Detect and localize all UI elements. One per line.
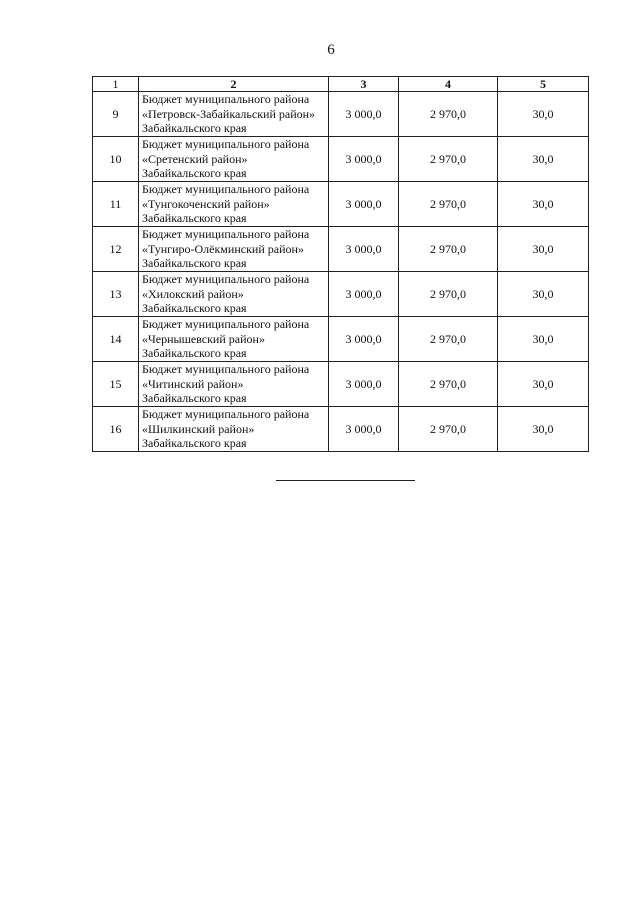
budget-name-line: «Петровск-Забайкальский район» — [142, 106, 316, 121]
row-number-cell: 9 — [93, 92, 139, 137]
value-cell-col-5: 30,0 — [498, 362, 589, 407]
row-number-cell: 16 — [93, 407, 139, 452]
table-row — [93, 182, 589, 227]
budget-name-cell — [139, 407, 329, 452]
table-row — [93, 137, 589, 182]
value-cell-col-4: 2 970,0 — [399, 182, 498, 227]
budget-name-line: Бюджет муниципального района — [142, 137, 310, 151]
budget-name-line: «Шилкинский район» — [142, 421, 255, 436]
value-cell-col-5: 30,0 — [498, 272, 589, 317]
budget-name-line: Бюджет муниципального района — [142, 407, 310, 421]
budget-name-line: Бюджет муниципального района — [142, 317, 310, 331]
budget-name-line: «Читинский район» — [142, 376, 244, 391]
budget-name-cell — [139, 227, 329, 272]
table-header-row — [93, 77, 589, 92]
value-cell-col-3: 3 000,0 — [329, 272, 399, 317]
value-cell-col-4: 2 970,0 — [399, 137, 498, 182]
column-header-1: 1 — [93, 77, 139, 92]
row-number-cell: 15 — [93, 362, 139, 407]
value-cell-col-4: 2 970,0 — [399, 362, 498, 407]
budget-name-line: Забайкальского края — [142, 301, 247, 316]
budget-name-line: «Тунгиро-Олёкминский район» — [142, 241, 304, 256]
budget-table — [92, 76, 589, 452]
column-header-3: 3 — [329, 77, 399, 92]
value-cell-col-5: 30,0 — [498, 317, 589, 362]
row-number-cell: 13 — [93, 272, 139, 317]
value-cell-col-5: 30,0 — [498, 227, 589, 272]
value-cell-col-5: 30,0 — [498, 407, 589, 452]
value-cell-col-3: 3 000,0 — [329, 92, 399, 137]
budget-name-cell — [139, 272, 329, 317]
value-cell-col-3: 3 000,0 — [329, 317, 399, 362]
budget-name-line: Забайкальского края — [142, 436, 247, 451]
value-cell-col-3: 3 000,0 — [329, 227, 399, 272]
budget-name-cell — [139, 137, 329, 182]
end-of-document-rule — [276, 480, 415, 481]
row-number-cell: 12 — [93, 227, 139, 272]
value-cell-col-4: 2 970,0 — [399, 92, 498, 137]
value-cell-col-4: 2 970,0 — [399, 227, 498, 272]
budget-name-line: Забайкальского края — [142, 256, 247, 271]
column-header-4: 4 — [399, 77, 498, 92]
table-row — [93, 362, 589, 407]
budget-name-cell — [139, 362, 329, 407]
value-cell-col-3: 3 000,0 — [329, 137, 399, 182]
budget-name-line: «Чернышевский район» — [142, 331, 265, 346]
budget-name-line: «Тунгокоченский район» — [142, 196, 270, 211]
budget-name-line: Забайкальского края — [142, 391, 247, 406]
page-number: 6 — [327, 42, 335, 58]
value-cell-col-3: 3 000,0 — [329, 407, 399, 452]
value-cell-col-5: 30,0 — [498, 137, 589, 182]
value-cell-col-5: 30,0 — [498, 182, 589, 227]
value-cell-col-4: 2 970,0 — [399, 407, 498, 452]
value-cell-col-3: 3 000,0 — [329, 182, 399, 227]
budget-name-line: Бюджет муниципального района — [142, 227, 310, 241]
column-header-2: 2 — [139, 77, 329, 92]
budget-name-line: «Хилокский район» — [142, 286, 244, 301]
budget-name-line: Бюджет муниципального района — [142, 182, 310, 196]
table-row — [93, 317, 589, 362]
value-cell-col-5: 30,0 — [498, 92, 589, 137]
budget-name-line: Забайкальского края — [142, 346, 247, 361]
table-row — [93, 407, 589, 452]
budget-name-cell — [139, 317, 329, 362]
budget-name-line: Забайкальского края — [142, 121, 247, 136]
budget-name-line: Бюджет муниципального района — [142, 92, 310, 106]
table-row — [93, 227, 589, 272]
budget-name-line: Забайкальского края — [142, 166, 247, 181]
budget-name-line: Бюджет муниципального района — [142, 272, 310, 286]
value-cell-col-4: 2 970,0 — [399, 272, 498, 317]
row-number-cell: 10 — [93, 137, 139, 182]
budget-name-cell — [139, 182, 329, 227]
budget-name-line: «Сретенский район» — [142, 151, 248, 166]
budget-name-line: Бюджет муниципального района — [142, 362, 310, 376]
table-row — [93, 272, 589, 317]
column-header-5: 5 — [498, 77, 589, 92]
row-number-cell: 14 — [93, 317, 139, 362]
value-cell-col-4: 2 970,0 — [399, 317, 498, 362]
budget-name-line: Забайкальского края — [142, 211, 247, 226]
value-cell-col-3: 3 000,0 — [329, 362, 399, 407]
table-row — [93, 92, 589, 137]
budget-name-cell — [139, 92, 329, 137]
row-number-cell: 11 — [93, 182, 139, 227]
